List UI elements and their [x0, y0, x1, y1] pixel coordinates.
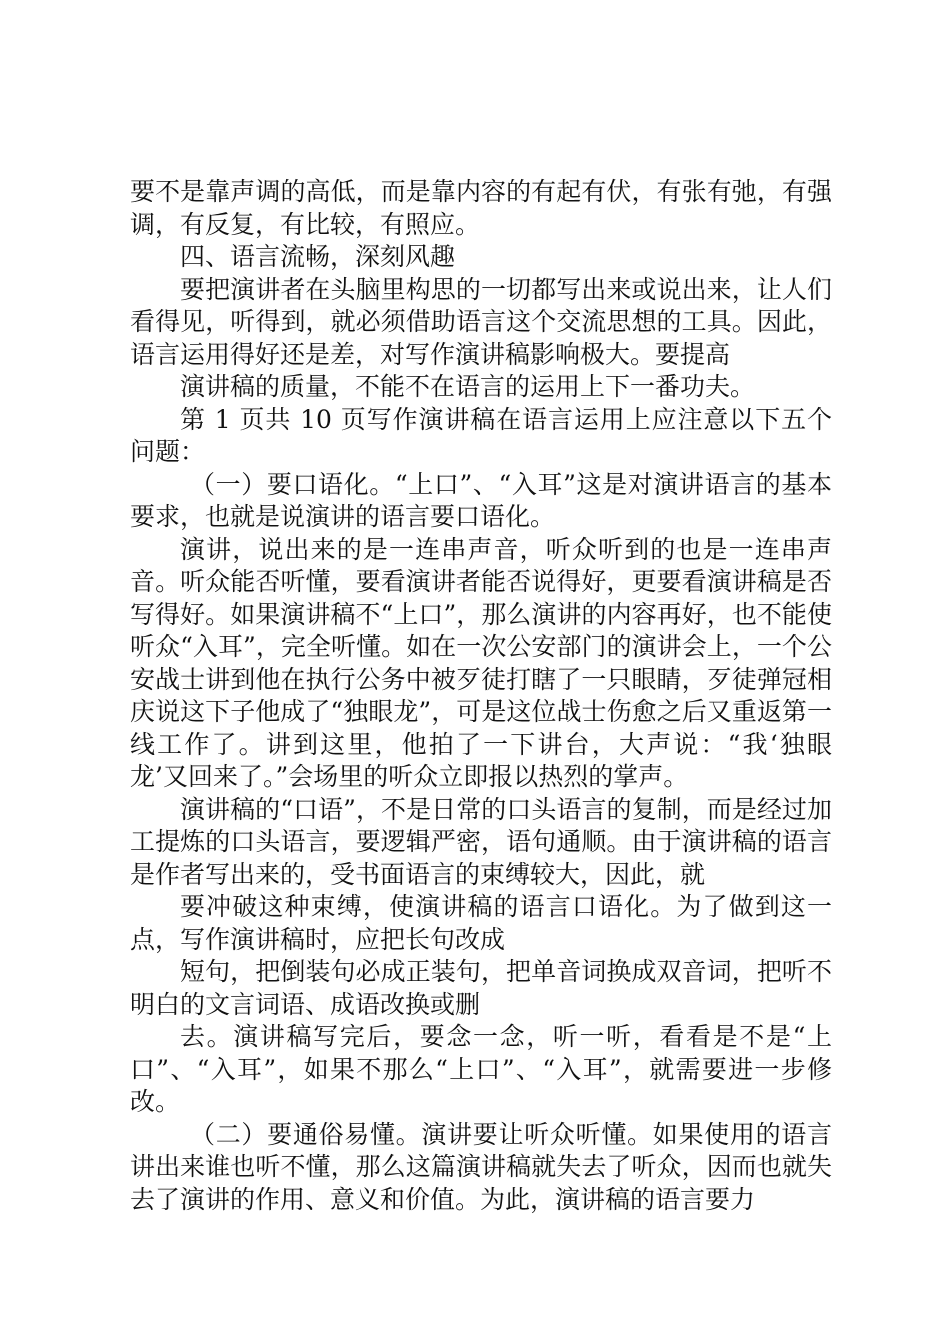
subsection-two: （二）要通俗易懂。演讲要让听众听懂。如果使用的语言讲出来谁也听不懂，那么这篇演讲稿就失去了听众，因而也就失去了演讲的作用、意义和价值。为此，演讲稿的语言要力	[130, 1119, 832, 1214]
paragraph-7: 演讲，说出来的是一连串声音，听众听到的也是一连串声音。听众能否听懂，要看演讲者能否说得好，更要看演讲稿是否写得好。如果演讲稿不“上口”，那么演讲的内容再好，也不能使听众“入耳”，完全听懂。如在一次公安部门的演讲会上，一个公安战士讲到他在执行公务中被歹徒打瞎了一只眼睛，歹徒弹冠相庆说这下子他成了“独眼龙”，可是这位战士伤愈之后又重返第一线工作了。讲到这里，他拍了一下讲台，大声说：“我‘独眼龙’又回来了。”会场里的听众立即报以热烈的掌声。	[130, 534, 832, 791]
paragraph-11: 去。演讲稿写完后，要念一念，听一听，看看是不是“上口”、“入耳”，如果不那么“上口”、“入耳”，就需要进一步修改。	[130, 1022, 832, 1116]
paragraph-10: 短句，把倒装句必成正装句，把单音词换成双音词，把听不明白的文言词语、成语改换或删	[130, 957, 832, 1019]
paragraph-5-page-footer-inline: 第 1 页共 10 页写作演讲稿在语言运用上应注意以下五个问题：	[130, 404, 832, 466]
section-heading-four: 四、语言流畅，深刻风趣	[180, 242, 456, 271]
paragraph-1: 要不是靠声调的高低，而是靠内容的有起有伏，有张有弛，有强调，有反复，有比较，有照应。	[130, 177, 832, 239]
paragraph-4: 演讲稿的质量，不能不在语言的运用上下一番功夫。	[180, 372, 756, 401]
subsection-one: （一）要口语化。“上口”、“入耳”这是对演讲语言的基本要求，也就是说演讲的语言要口语化。	[130, 469, 832, 531]
document-page	[130, 176, 832, 1216]
paragraph-3: 要把演讲者在头脑里构思的一切都写出来或说出来，让人们看得见，听得到，就必须借助语言这个交流思想的工具。因此，语言运用得好还是差，对写作演讲稿影响极大。要提高	[130, 274, 832, 369]
paragraph-8: 演讲稿的“口语”，不是日常的口头语言的复制，而是经过加工提炼的口头语言，要逻辑严密，语句通顺。由于演讲稿的语言是作者写出来的，受书面语言的束缚较大，因此，就	[130, 794, 832, 889]
paragraph-9: 要冲破这种束缚，使演讲稿的语言口语化。为了做到这一点，写作演讲稿时，应把长句改成	[130, 892, 832, 954]
